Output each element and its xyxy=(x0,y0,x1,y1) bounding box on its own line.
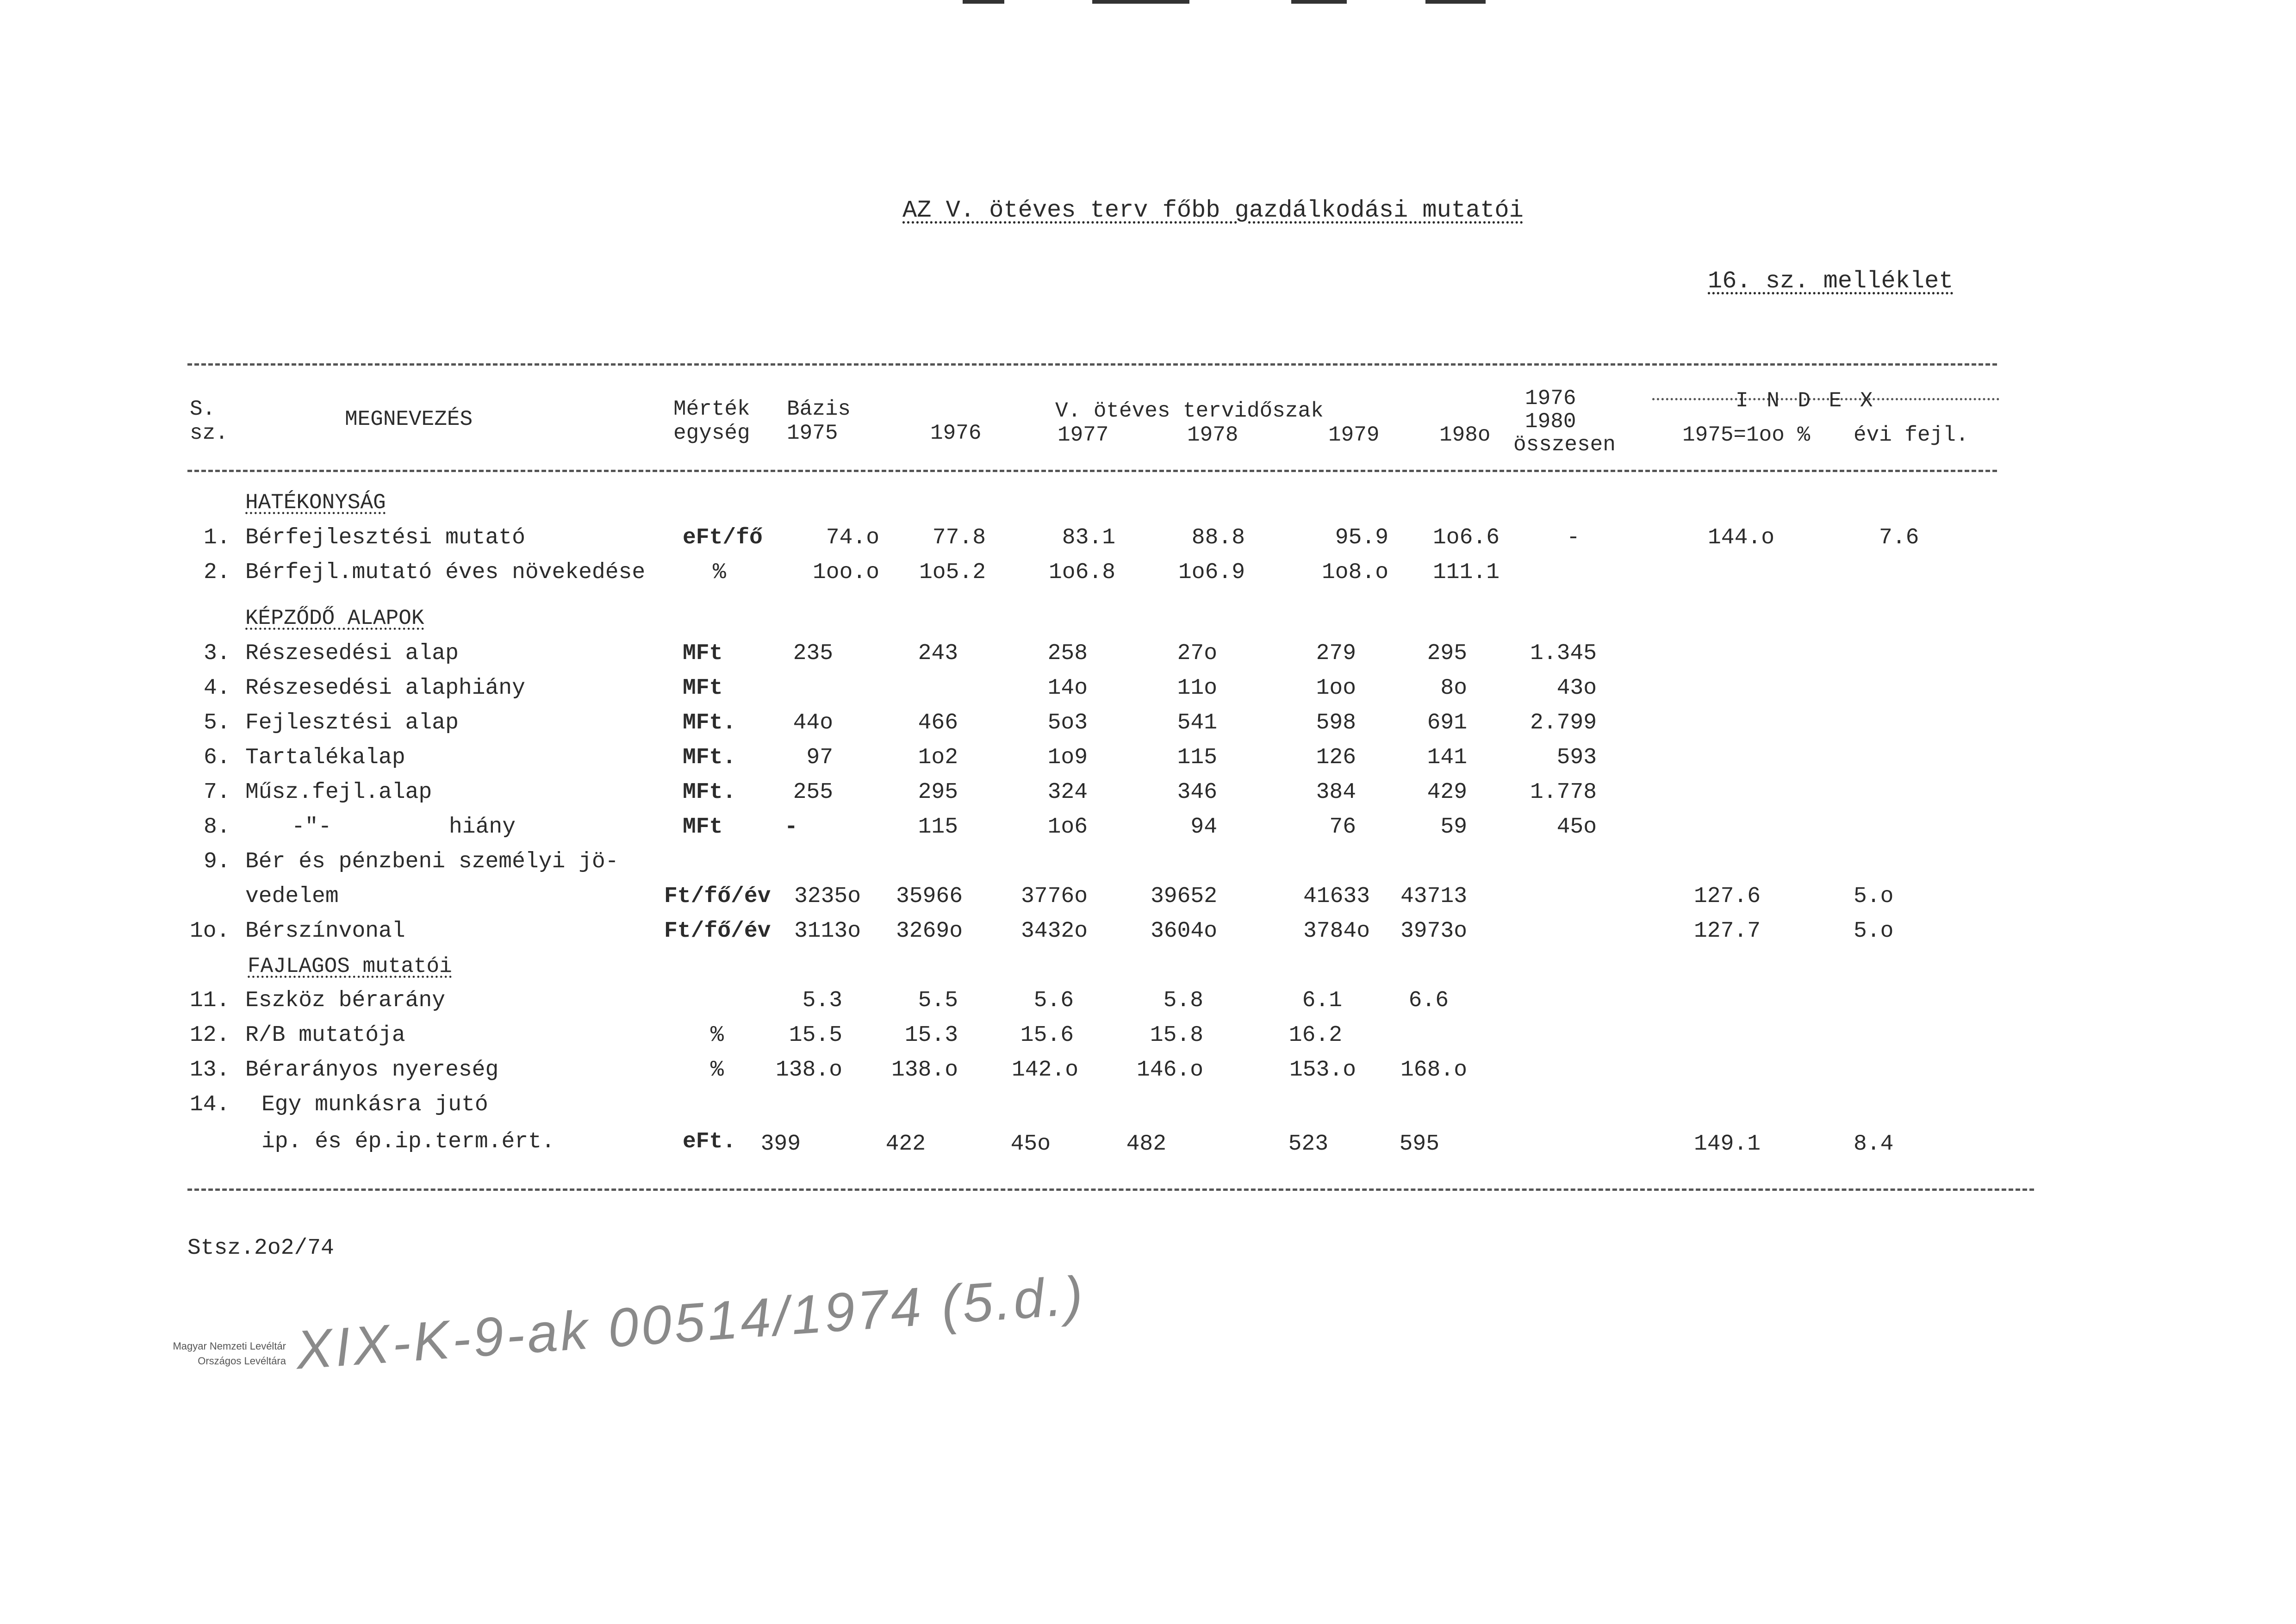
cell-1975: - xyxy=(784,815,798,840)
cell-1979: 598 xyxy=(1316,710,1356,735)
row-no: 9. xyxy=(204,849,230,874)
row-unit: MFt xyxy=(683,815,723,840)
section-title-fajlagos: FAJLAGOS mutatói xyxy=(248,954,452,978)
cell-1978: 88.8 xyxy=(1191,525,1245,550)
row-no: 7. xyxy=(204,780,230,805)
cell-1978: 482 xyxy=(1126,1132,1166,1157)
row-name: -"- xyxy=(292,815,332,840)
cell-yearly: 5.o xyxy=(1854,884,1894,909)
header-total-line2: 1980 xyxy=(1525,410,1576,434)
cell-1979: 384 xyxy=(1316,780,1356,805)
row-no: 2. xyxy=(204,560,230,585)
cell-1976: 115 xyxy=(918,815,958,840)
header-index: I N D E X xyxy=(1736,389,1876,413)
row-name: Bérarányos nyereség xyxy=(245,1058,499,1083)
cell-1976: 3269o xyxy=(896,919,963,944)
row-name-cont: vedelem xyxy=(245,884,339,909)
cell-1979: 41633 xyxy=(1303,884,1370,909)
row-no: 1. xyxy=(204,525,230,550)
row-name-cont: ip. és ép.ip.term.ért. xyxy=(261,1129,555,1154)
cell-1978: 11o xyxy=(1177,676,1217,701)
cell-1979: 1o8.o xyxy=(1321,560,1388,585)
cell-1979: 279 xyxy=(1316,641,1356,666)
cell-1979: 16.2 xyxy=(1288,1023,1342,1048)
section-title-kepzodo-alapok: KÉPZŐDŐ ALAPOK xyxy=(245,606,424,630)
cell-1977: 1o9 xyxy=(1047,745,1088,770)
scan-edge-mark xyxy=(1291,0,1347,4)
row-unit: Ft/fő/év xyxy=(664,884,771,909)
cell-1979: 153.o xyxy=(1289,1058,1356,1083)
row-no: 8. xyxy=(204,815,230,840)
row-name: Műsz.fejl.alap xyxy=(245,780,432,805)
row-unit: eFt. xyxy=(683,1129,736,1154)
cell-index: 149.1 xyxy=(1694,1132,1761,1157)
cell-1977: 3776o xyxy=(1020,884,1088,909)
row-name: R/B mutatója xyxy=(245,1023,405,1048)
cell-1979: 6.1 xyxy=(1302,988,1342,1013)
cell-1978: 1o6.9 xyxy=(1178,560,1245,585)
cell-1977: 83.1 xyxy=(1062,525,1115,550)
cell-total: 45o xyxy=(1556,815,1597,840)
row-no: 3. xyxy=(204,641,230,666)
scan-edge-mark xyxy=(1092,0,1189,4)
cell-yearly: 7.6 xyxy=(1879,525,1919,550)
cell-1975: 74.o xyxy=(826,525,879,550)
section-title-hatekonysag: HATÉKONYSÁG xyxy=(245,491,386,515)
table-top-rule xyxy=(187,363,1997,366)
document-title: AZ V. ötéves terv főbb gazdálkodási mutatói xyxy=(902,197,1524,224)
cell-1976: 1o5.2 xyxy=(919,560,986,585)
cell-1977: 5.6 xyxy=(1033,988,1074,1013)
cell-1975: 255 xyxy=(793,780,833,805)
cell-1975: 44o xyxy=(793,710,833,735)
cell-1976: 35966 xyxy=(896,884,963,909)
row-name: Fejlesztési alap xyxy=(245,710,459,735)
cell-1977: 5o3 xyxy=(1047,710,1088,735)
row-name: Bérszínvonal xyxy=(245,919,405,944)
cell-yearly: 5.o xyxy=(1854,919,1894,944)
row-unit: eFt/fő xyxy=(683,525,763,550)
cell-1979: 76 xyxy=(1329,815,1356,840)
header-year-1976: 1976 xyxy=(930,421,982,445)
cell-1980: 59 xyxy=(1440,815,1467,840)
header-name: MEGNEVEZÉS xyxy=(345,407,473,431)
cell-total: 1.345 xyxy=(1530,641,1597,666)
cell-1975: 3113o xyxy=(794,919,861,944)
header-base-line1: Bázis xyxy=(787,397,851,421)
header-year-1979: 1979 xyxy=(1328,423,1380,447)
header-year-1977: 1977 xyxy=(1058,423,1109,447)
cell-1978: 3604o xyxy=(1150,919,1217,944)
header-base-line2: 1975 xyxy=(787,421,838,445)
cell-1977: 1o6 xyxy=(1047,815,1088,840)
row-no: 4. xyxy=(204,676,230,701)
cell-1980: 43713 xyxy=(1400,884,1467,909)
row-unit: MFt. xyxy=(683,780,736,805)
cell-1978: 346 xyxy=(1177,780,1217,805)
cell-1975: 138.o xyxy=(775,1058,842,1083)
cell-1977: 14o xyxy=(1047,676,1088,701)
cell-1979: 126 xyxy=(1316,745,1356,770)
table-bottom-rule xyxy=(187,1188,2034,1191)
row-no: 1o. xyxy=(190,919,230,944)
header-year-1980: 198o xyxy=(1439,423,1491,447)
cell-index: 127.6 xyxy=(1694,884,1761,909)
row-unit: % xyxy=(710,1058,724,1083)
cell-1980: 595 xyxy=(1399,1132,1439,1157)
cell-1978: 5.8 xyxy=(1163,988,1203,1013)
cell-1976: 295 xyxy=(918,780,958,805)
cell-1980: 141 xyxy=(1427,745,1467,770)
cell-1975: 399 xyxy=(760,1132,801,1157)
cell-1980: 691 xyxy=(1427,710,1467,735)
row-name: Tartalékalap xyxy=(245,745,405,770)
row-unit: % xyxy=(710,1023,724,1048)
cell-1980: 295 xyxy=(1427,641,1467,666)
cell-1975: 15.5 xyxy=(789,1023,842,1048)
cell-1979: 3784o xyxy=(1303,919,1370,944)
cell-1976: 5.5 xyxy=(918,988,958,1013)
archive-stamp-line2: Országos Levéltára xyxy=(198,1355,286,1367)
row-name: Eszköz bérarány xyxy=(245,988,446,1013)
annex-label: 16. sz. melléklet xyxy=(1708,268,1954,295)
archive-stamp xyxy=(147,1339,286,1369)
row-name: Bér és pénzbeni személyi jö- xyxy=(245,849,619,874)
cell-total: 1.778 xyxy=(1530,780,1597,805)
cell-1975: 5.3 xyxy=(802,988,842,1013)
row-unit: % xyxy=(713,560,726,585)
cell-1978: 115 xyxy=(1177,745,1217,770)
row-name-cont: hiány xyxy=(449,815,516,840)
cell-1978: 39652 xyxy=(1150,884,1217,909)
header-period: V. ötéves tervidőszak xyxy=(1055,399,1324,423)
cell-1975: 1oo.o xyxy=(812,560,879,585)
header-no-line1: S. xyxy=(190,397,216,421)
cell-1979: 95.9 xyxy=(1335,525,1388,550)
cell-1979: 1oo xyxy=(1316,676,1356,701)
cell-1977: 3432o xyxy=(1020,919,1088,944)
cell-1980: 6.6 xyxy=(1408,988,1449,1013)
archive-stamp-line1: Magyar Nemzeti Levéltár xyxy=(173,1340,286,1352)
cell-1980: 168.o xyxy=(1400,1058,1467,1083)
cell-total: - xyxy=(1567,525,1580,550)
cell-1976: 1o2 xyxy=(918,745,958,770)
header-unit-line2: egység xyxy=(673,421,750,445)
cell-1975: 3235o xyxy=(794,884,861,909)
header-unit-line1: Mérték xyxy=(673,397,750,421)
cell-1978: 146.o xyxy=(1136,1058,1203,1083)
row-no: 6. xyxy=(204,745,230,770)
cell-total: 43o xyxy=(1556,676,1597,701)
row-no: 13. xyxy=(190,1058,230,1083)
cell-1979: 523 xyxy=(1288,1132,1328,1157)
cell-1977: 258 xyxy=(1047,641,1088,666)
cell-1978: 27o xyxy=(1177,641,1217,666)
row-unit: MFt xyxy=(683,641,723,666)
header-no-line2: sz. xyxy=(190,421,228,445)
scan-edge-mark xyxy=(963,0,1004,4)
row-name: Részesedési alap xyxy=(245,641,459,666)
cell-index: 144.o xyxy=(1708,525,1775,550)
row-name: Bérfejl.mutató éves növekedése xyxy=(245,560,646,585)
row-name: Részesedési alaphiány xyxy=(245,676,525,701)
cell-1977: 15.6 xyxy=(1020,1023,1074,1048)
cell-1977: 142.o xyxy=(1011,1058,1078,1083)
row-no: 14. xyxy=(190,1092,230,1117)
cell-total: 2.799 xyxy=(1530,710,1597,735)
scan-edge-mark xyxy=(1425,0,1486,4)
cell-1980: 111.1 xyxy=(1432,560,1500,585)
cell-index: 127.7 xyxy=(1694,919,1761,944)
cell-1977: 324 xyxy=(1047,780,1088,805)
cell-total: 593 xyxy=(1556,745,1597,770)
cell-1976: 138.o xyxy=(891,1058,958,1083)
row-unit: Ft/fő/év xyxy=(664,919,771,944)
row-name: Egy munkásra jutó xyxy=(261,1092,488,1117)
row-no: 11. xyxy=(190,988,230,1013)
cell-1980: 8o xyxy=(1440,676,1467,701)
cell-1977: 45o xyxy=(1010,1132,1051,1157)
row-unit: MFt. xyxy=(683,745,736,770)
cell-1980: 1o6.6 xyxy=(1432,525,1500,550)
row-unit: MFt. xyxy=(683,710,736,735)
header-total-line3: összesen xyxy=(1513,433,1616,457)
header-total-line1: 1976 xyxy=(1525,386,1576,411)
cell-1977: 1o6.8 xyxy=(1048,560,1115,585)
cell-yearly: 8.4 xyxy=(1854,1132,1894,1157)
cell-1978: 94 xyxy=(1190,815,1217,840)
footer-reference: Stsz.2o2/74 xyxy=(187,1236,334,1261)
cell-1975: 97 xyxy=(806,745,833,770)
header-bottom-rule xyxy=(187,470,1997,472)
cell-1978: 15.8 xyxy=(1150,1023,1203,1048)
row-no: 5. xyxy=(204,710,230,735)
handwritten-archive-signum: XIX-K-9-ak 00514/1974 (5.d.) xyxy=(294,1264,1088,1381)
cell-1980: 3973o xyxy=(1400,919,1467,944)
cell-1978: 541 xyxy=(1177,710,1217,735)
header-year-1978: 1978 xyxy=(1187,423,1238,447)
row-name: Bérfejlesztési mutató xyxy=(245,525,525,550)
cell-1975: 235 xyxy=(793,641,833,666)
row-no: 12. xyxy=(190,1023,230,1048)
cell-1976: 243 xyxy=(918,641,958,666)
header-index-col2: évi fejl. xyxy=(1854,423,1969,447)
cell-1980: 429 xyxy=(1427,780,1467,805)
header-index-col1: 1975=1oo % xyxy=(1682,423,1811,447)
cell-1976: 15.3 xyxy=(904,1023,958,1048)
cell-1976: 422 xyxy=(885,1132,926,1157)
row-unit: MFt xyxy=(683,676,723,701)
cell-1976: 466 xyxy=(918,710,958,735)
cell-1976: 77.8 xyxy=(932,525,986,550)
